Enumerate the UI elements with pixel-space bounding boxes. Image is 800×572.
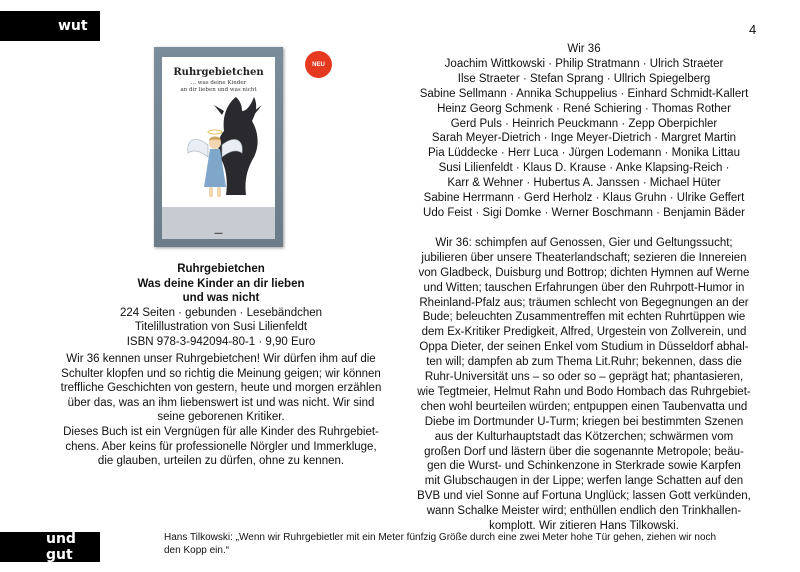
desc-line: chen wohl beurteilen würden; entpuppen einen Taubenvatta und bbox=[420, 400, 748, 413]
book-info bbox=[61, 262, 381, 349]
book-cover bbox=[154, 47, 283, 247]
book-desc-line: über das, was an ihm liebenswert ist und was nicht. Wir sind bbox=[67, 396, 375, 409]
quote-line-1: Hans Tilkowski: „Wenn wir Ruhrgebietler mit ein Meter fünfzig Größe durch eine zwei Meter hohe Tür gehen, ziehen wir noch bbox=[164, 532, 717, 543]
author-line: Joachim Wittkowski · Philip Stratmann · Ulrich Straeter bbox=[444, 57, 724, 70]
desc-line: mit Glubschaugen in der Lippe; werfen lange Schatten auf den bbox=[424, 475, 744, 488]
book-desc-line: Wir 36 kennen unser Ruhrgebietchen! Wir dürfen ihm auf die bbox=[66, 353, 376, 365]
desc-line: wann Schalke Meister wird; enthüllen endlich den Trinkhallen- bbox=[426, 505, 742, 518]
book-isbn-price: ISBN 978-3-942094-80-1 · 9,90 Euro bbox=[126, 335, 316, 348]
book-desc-line: Dieses Buch ist ein Vergnügen für alle Kinder des Ruhrgebiet- bbox=[63, 425, 379, 438]
book-illustration-credit: Titelillustration von Susi Lilienfeldt bbox=[134, 321, 308, 333]
author-line: Ilse Straeter · Stefan Sprang · Ullrich Spiegelberg bbox=[457, 72, 711, 85]
desc-line: Bude; beleuchten Zusammentreffen mit echten Ruhrtüppen wie bbox=[422, 311, 746, 324]
author-line: Susi Lilienfeldt · Klaus D. Krause · Anke Klapsing-Reich · bbox=[438, 162, 730, 175]
book-desc-line: die glauben, urteilen zu dürfen, ohne zu kennen. bbox=[97, 455, 345, 468]
desc-line: Wir 36: schimpfen auf Genossen, Gier und Geltungssucht; bbox=[435, 236, 733, 249]
header-tab bbox=[0, 11, 100, 41]
book-desc-line: treffliche Geschichten von gestern, heute und morgen erzählen bbox=[60, 382, 382, 395]
cover-title: Ruhrgebietchen bbox=[173, 67, 264, 78]
desc-line: und Witten; tauschen Erfahrungen über den Ruhrpott-Humor in bbox=[423, 281, 745, 294]
author-line: Udo Feist · Sigi Domke · Werner Boschmann · Benjamin Bäder bbox=[423, 206, 745, 219]
book-description bbox=[57, 352, 385, 469]
desc-line: aus der Kulturhauptstadt das Kötzerchen; schwärmen vom bbox=[434, 430, 734, 443]
desc-line: BVB und viel Sonne auf Fortuna Unglück; lassen Gott verkünden, bbox=[417, 490, 751, 503]
anthology-description bbox=[405, 236, 763, 534]
author-list bbox=[405, 42, 763, 221]
desc-line: ten will; dampfen ab zum Thema Lit.Ruhr; bekennen, dass die bbox=[426, 356, 742, 369]
book-subtitle-2: und was nicht bbox=[182, 292, 260, 304]
footer-label: und gut bbox=[46, 531, 76, 563]
desc-line: von Gladbeck, Duisburg und Bottrop; dichten Hymnen auf Werne bbox=[418, 266, 750, 279]
book-desc-line: seine geborenen Kritiker. bbox=[157, 411, 285, 424]
author-line: Sabine Sellmann · Annika Schuppelius · Einhard Schmidt-Kallert bbox=[419, 87, 749, 100]
book-desc-line: Schulter klopfen und so richtig die Meinung geigen; wir können bbox=[61, 367, 381, 380]
author-line: Sarah Meyer-Dietrich · Inge Meyer-Dietrich · Margret Martin bbox=[431, 132, 737, 145]
header-label: wut bbox=[58, 18, 88, 34]
author-line: Heinz Georg Schmenk · René Schiering · Thomas Rother bbox=[437, 102, 731, 115]
desc-line: Diebe im Dortmunder U-Turm; kriegen bei bestimmten Szenen bbox=[424, 415, 744, 428]
right-column bbox=[405, 42, 763, 534]
desc-line: Rheinland-Pfalz aus; träumen schlecht von Begegnungen an der bbox=[419, 296, 749, 309]
book-title: Ruhrgebietchen bbox=[177, 263, 265, 275]
author-line: Sabine Herrmann · Gerd Herholz · Klaus Gruhn · Ulrike Geffert bbox=[423, 192, 745, 205]
quote-line-2: den Kopp ein.“ bbox=[164, 545, 230, 556]
cover-subtitle-1: ... was deine Kinder bbox=[190, 80, 247, 86]
desc-line: großen Dorf und lästern über die sogenannte Metropole; beäu- bbox=[424, 445, 744, 458]
book-subtitle-1: Was deine Kinder an dir lieben bbox=[137, 277, 305, 290]
new-badge: NEU bbox=[305, 51, 332, 78]
cover-subtitle-2: an dir lieben und was nicht bbox=[180, 87, 257, 94]
footer-tab bbox=[0, 532, 100, 562]
cover-inner bbox=[162, 57, 275, 239]
desc-line: komplott. Wir zitieren Hans Tilkowski. bbox=[489, 520, 679, 533]
author-line: Wir 36 bbox=[567, 43, 601, 55]
desc-line: dem Ex-Kritiker Predigkeit, Alfred, Urgestein von Zollverein, und bbox=[421, 326, 747, 339]
author-line: Pia Lüddecke · Herr Luca · Jürgen Lodemann · Monika Littau bbox=[428, 147, 740, 160]
desc-line: wie Tegtmeier, Helmut Rahn und Bodo Hombach das Ruhrgebiet- bbox=[417, 385, 751, 398]
footer-quote bbox=[164, 531, 794, 557]
desc-line: jubilieren über unsere Theaterlandschaft; sezieren die Innereien bbox=[421, 251, 747, 264]
author-line: Karr & Wehner · Hubertus A. Janssen · Michael Hüter bbox=[447, 177, 721, 190]
desc-line: Ruhr-Universität uns – so oder so – geprägt hat; phantasieren, bbox=[424, 371, 744, 384]
desc-line: Oppa Dieter, der seinen Enkel vom Studium in Düsseldorf abhal- bbox=[419, 341, 749, 354]
book-details: 224 Seiten · gebunden · Lesebändchen bbox=[119, 306, 323, 319]
page-number: 4 bbox=[749, 22, 757, 37]
cover-publisher-logo: ▬▬ bbox=[214, 230, 223, 235]
book-desc-line: chens. Aber keins für professionelle Nörgler und Immerkluge, bbox=[65, 440, 377, 453]
desc-line: gen die Wurst- und Schinkenzone in Sterkrade sowie Karpfen bbox=[427, 460, 741, 473]
author-line: Gerd Puls · Heinrich Peuckmann · Zepp Oberpichler bbox=[450, 117, 718, 130]
